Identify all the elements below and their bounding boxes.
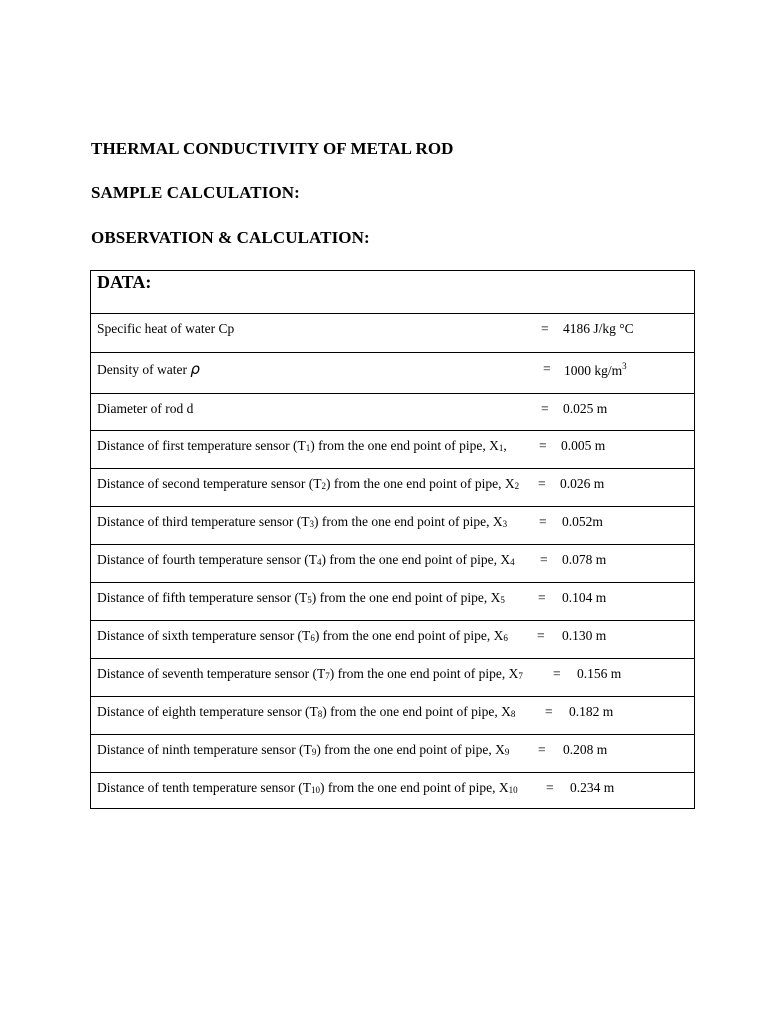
row-label: Distance of tenth temperature sensor $(T_{10})$ from the one end point of pipe, $X_{10}$ bbox=[97, 780, 518, 795]
row-label: Distance of second temperature sensor $(T_2)$ from the one end point of pipe, $X_2$ bbox=[97, 476, 520, 491]
table-row bbox=[91, 620, 694, 658]
row-value: 0.025 m bbox=[563, 401, 608, 416]
table-row bbox=[91, 430, 694, 468]
equals-sign: = bbox=[538, 742, 546, 757]
table-row bbox=[91, 393, 694, 430]
row-value: 0.052m bbox=[562, 514, 603, 529]
equals-sign: = bbox=[537, 628, 545, 643]
table-row bbox=[91, 658, 694, 696]
table-row bbox=[91, 544, 694, 582]
equals-sign: = bbox=[540, 552, 548, 567]
row-value: 0.234 m bbox=[570, 780, 615, 795]
table-row bbox=[91, 506, 694, 544]
table-row bbox=[91, 352, 694, 393]
row-label: Density of water ρ bbox=[97, 360, 200, 378]
equals-sign: = bbox=[539, 438, 547, 453]
row-label: Distance of first temperature sensor $(T_1)$ from the one end point of pipe, $X_1$, bbox=[97, 438, 507, 453]
equals-sign: = bbox=[541, 401, 549, 416]
row-label: Distance of fourth temperature sensor $(T_4)$ from the one end point of pipe, $X_4$ bbox=[97, 552, 515, 567]
table-row bbox=[91, 734, 694, 772]
row-value: 0.130 m bbox=[562, 628, 607, 643]
rho-symbol: ρ bbox=[190, 360, 200, 378]
table-title-row bbox=[91, 271, 694, 313]
equals-sign: = bbox=[545, 704, 553, 719]
table-row bbox=[91, 313, 694, 352]
equals-sign: = bbox=[538, 590, 546, 605]
row-value: 0.208 m bbox=[563, 742, 608, 757]
table-row bbox=[91, 696, 694, 734]
row-value: 0.182 m bbox=[569, 704, 614, 719]
table-title: DATA: bbox=[97, 272, 152, 292]
observation-calculation-heading: OBSERVATION & CALCULATION: bbox=[91, 228, 370, 247]
row-value: 4186 J/kg °C bbox=[563, 321, 634, 336]
row-value: 0.026 m bbox=[560, 476, 605, 491]
row-value: 0.078 m bbox=[562, 552, 607, 567]
table-row bbox=[91, 772, 694, 808]
equals-sign: = bbox=[553, 666, 561, 681]
document-title: THERMAL CONDUCTIVITY OF METAL ROD bbox=[91, 139, 454, 158]
equals-sign: = bbox=[538, 476, 546, 491]
row-value: 0.005 m bbox=[561, 438, 606, 453]
row-label: Distance of seventh temperature sensor $(T_7)$ from the one end point of pipe, $X_7$ bbox=[97, 666, 523, 681]
row-label: Distance of fifth temperature sensor $(T_5)$ from the one end point of pipe, $X_5$ bbox=[97, 590, 505, 605]
table-row bbox=[91, 468, 694, 506]
row-label: Distance of eighth temperature sensor $(T_8)$ from the one end point of pipe, $X_8$ bbox=[97, 704, 516, 719]
row-label: Distance of ninth temperature sensor $(T_9)$ from the one end point of pipe, $X_9$ bbox=[97, 742, 510, 757]
data-table bbox=[90, 270, 695, 809]
sample-calculation-heading: SAMPLE CALCULATION: bbox=[91, 183, 300, 202]
row-label: Distance of third temperature sensor $(T_3)$ from the one end point of pipe, $X_3$ bbox=[97, 514, 508, 529]
row-value: 1000 $kg/m^3$ bbox=[564, 361, 627, 378]
row-value: 0.156 m bbox=[577, 666, 622, 681]
row-label: Specific heat of water Cp bbox=[97, 321, 235, 336]
equals-sign: = bbox=[546, 780, 554, 795]
row-label: Distance of sixth temperature sensor $(T_6)$ from the one end point of pipe, $X_6$ bbox=[97, 628, 508, 643]
row-label: Diameter of rod d bbox=[97, 401, 194, 416]
row-value: 0.104 m bbox=[562, 590, 607, 605]
equals-sign: = bbox=[539, 514, 547, 529]
table-row bbox=[91, 582, 694, 620]
equals-sign: = bbox=[541, 321, 549, 336]
equals-sign: = bbox=[543, 361, 551, 376]
